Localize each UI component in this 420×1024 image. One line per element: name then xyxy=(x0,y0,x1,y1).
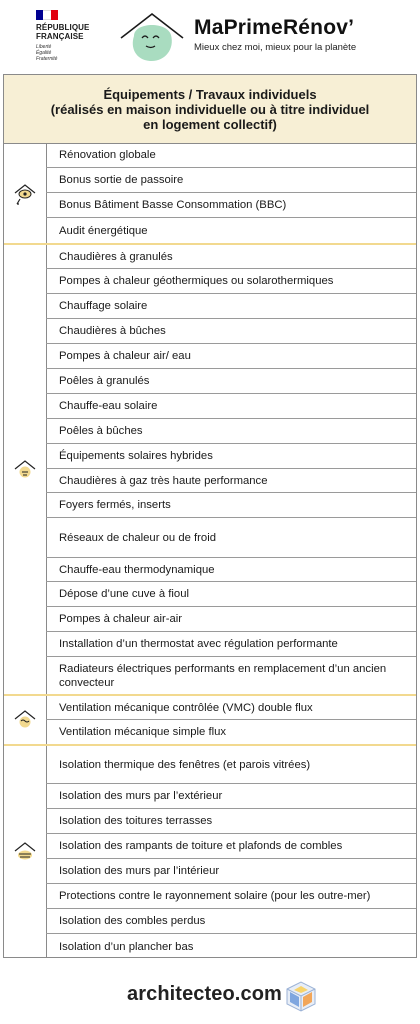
list-item: Isolation des toitures terrasses xyxy=(46,809,416,834)
ventilation-house-icon xyxy=(12,707,38,733)
group-icon-cell xyxy=(4,746,47,957)
list-item: Poêles à bûches xyxy=(46,419,416,444)
group-ventilation xyxy=(4,694,416,744)
page-header xyxy=(0,0,420,70)
list-item: Pompes à chaleur géothermiques ou solarothermiques xyxy=(46,269,416,294)
footer-brand: architecteo.com xyxy=(127,983,282,1005)
list-item: Chauffe-eau thermodynamique xyxy=(46,558,416,582)
french-flag-icon xyxy=(36,10,58,20)
cube-house-icon xyxy=(283,979,319,1013)
list-item: Radiateurs électriques performants en remplacement d’un ancien convecteur xyxy=(59,662,387,689)
group-icon-cell xyxy=(4,143,47,243)
list-item: Poêles à granulés xyxy=(46,369,416,394)
brand-name: MaPrimeRénov’ xyxy=(194,16,355,39)
list-item: Isolation d’un plancher bas xyxy=(59,940,194,953)
list-item: Pompes à chaleur air/ eau xyxy=(46,344,416,369)
list-item: Chaudières à gaz très haute performance xyxy=(46,469,416,493)
list-item: Ventilation mécanique simple flux xyxy=(59,726,227,738)
heating-house-icon xyxy=(12,457,38,483)
table-header xyxy=(4,75,416,144)
table-header-line1: Équipements / Travaux individuels xyxy=(103,86,317,102)
insulation-house-icon xyxy=(12,839,38,865)
motto-line1: Liberté xyxy=(36,44,52,50)
list-item: Audit énergétique xyxy=(59,224,148,237)
list-item: Bonus sortie de passoire xyxy=(46,168,416,193)
republic-title-line2: FRANÇAISE xyxy=(36,32,84,41)
list-item: Isolation thermique des fenêtres (et parois vitrées) xyxy=(46,746,416,784)
group-icon-cell xyxy=(4,696,47,744)
motto-line2: Égalité xyxy=(36,50,52,56)
list-item: Réseaux de chaleur ou de froid xyxy=(46,518,416,558)
list-item: Foyers fermés, inserts xyxy=(46,493,416,518)
list-item: Protections contre le rayonnement solaire (pour les outre-mer) xyxy=(46,884,416,909)
list-item: Isolation des combles perdus xyxy=(46,909,416,934)
republique-francaise-logo xyxy=(36,10,106,62)
list-item: Isolation des rampants de toiture et plafonds de combles xyxy=(46,834,416,859)
list-item: Dépose d’une cuve à fioul xyxy=(46,582,416,607)
table-header-line2: (réalisés en maison individuelle ou à titre individuel xyxy=(50,101,370,117)
eye-key-icon xyxy=(12,180,38,206)
list-item: Chauffage solaire xyxy=(46,294,416,319)
list-item: Bonus Bâtiment Basse Consommation (BBC) xyxy=(46,193,416,218)
list-item: Pompes à chaleur air-air xyxy=(46,607,416,632)
brand-tagline: Mieux chez moi, mieux pour la planète xyxy=(194,42,357,53)
motto xyxy=(36,44,106,62)
list-item: Chauffe-eau solaire xyxy=(46,394,416,419)
group-heating xyxy=(4,243,416,694)
list-item: Chaudières à bûches xyxy=(46,319,416,344)
list-item: Équipements solaires hybrides xyxy=(46,444,416,469)
works-table xyxy=(3,74,417,958)
list-item: Installation d’un thermostat avec régulation performante xyxy=(46,632,416,657)
republic-title-line1: RÉPUBLIQUE xyxy=(36,23,90,32)
motto-line3: Fraternité xyxy=(36,56,58,62)
group-renovation xyxy=(4,143,416,243)
group-icon-cell xyxy=(4,245,47,694)
list-item: Isolation des murs par l’extérieur xyxy=(46,784,416,809)
group-insulation xyxy=(4,744,416,957)
list-item: Chaudières à granulés xyxy=(46,245,416,269)
maprimerenov-house-logo-icon xyxy=(117,8,187,66)
table-header-line3: en logement collectif) xyxy=(143,116,277,132)
list-item: Ventilation mécanique contrôlée (VMC) double flux xyxy=(46,696,416,720)
list-item: Rénovation globale xyxy=(46,143,416,168)
list-item: Isolation des murs par l’intérieur xyxy=(46,859,416,884)
